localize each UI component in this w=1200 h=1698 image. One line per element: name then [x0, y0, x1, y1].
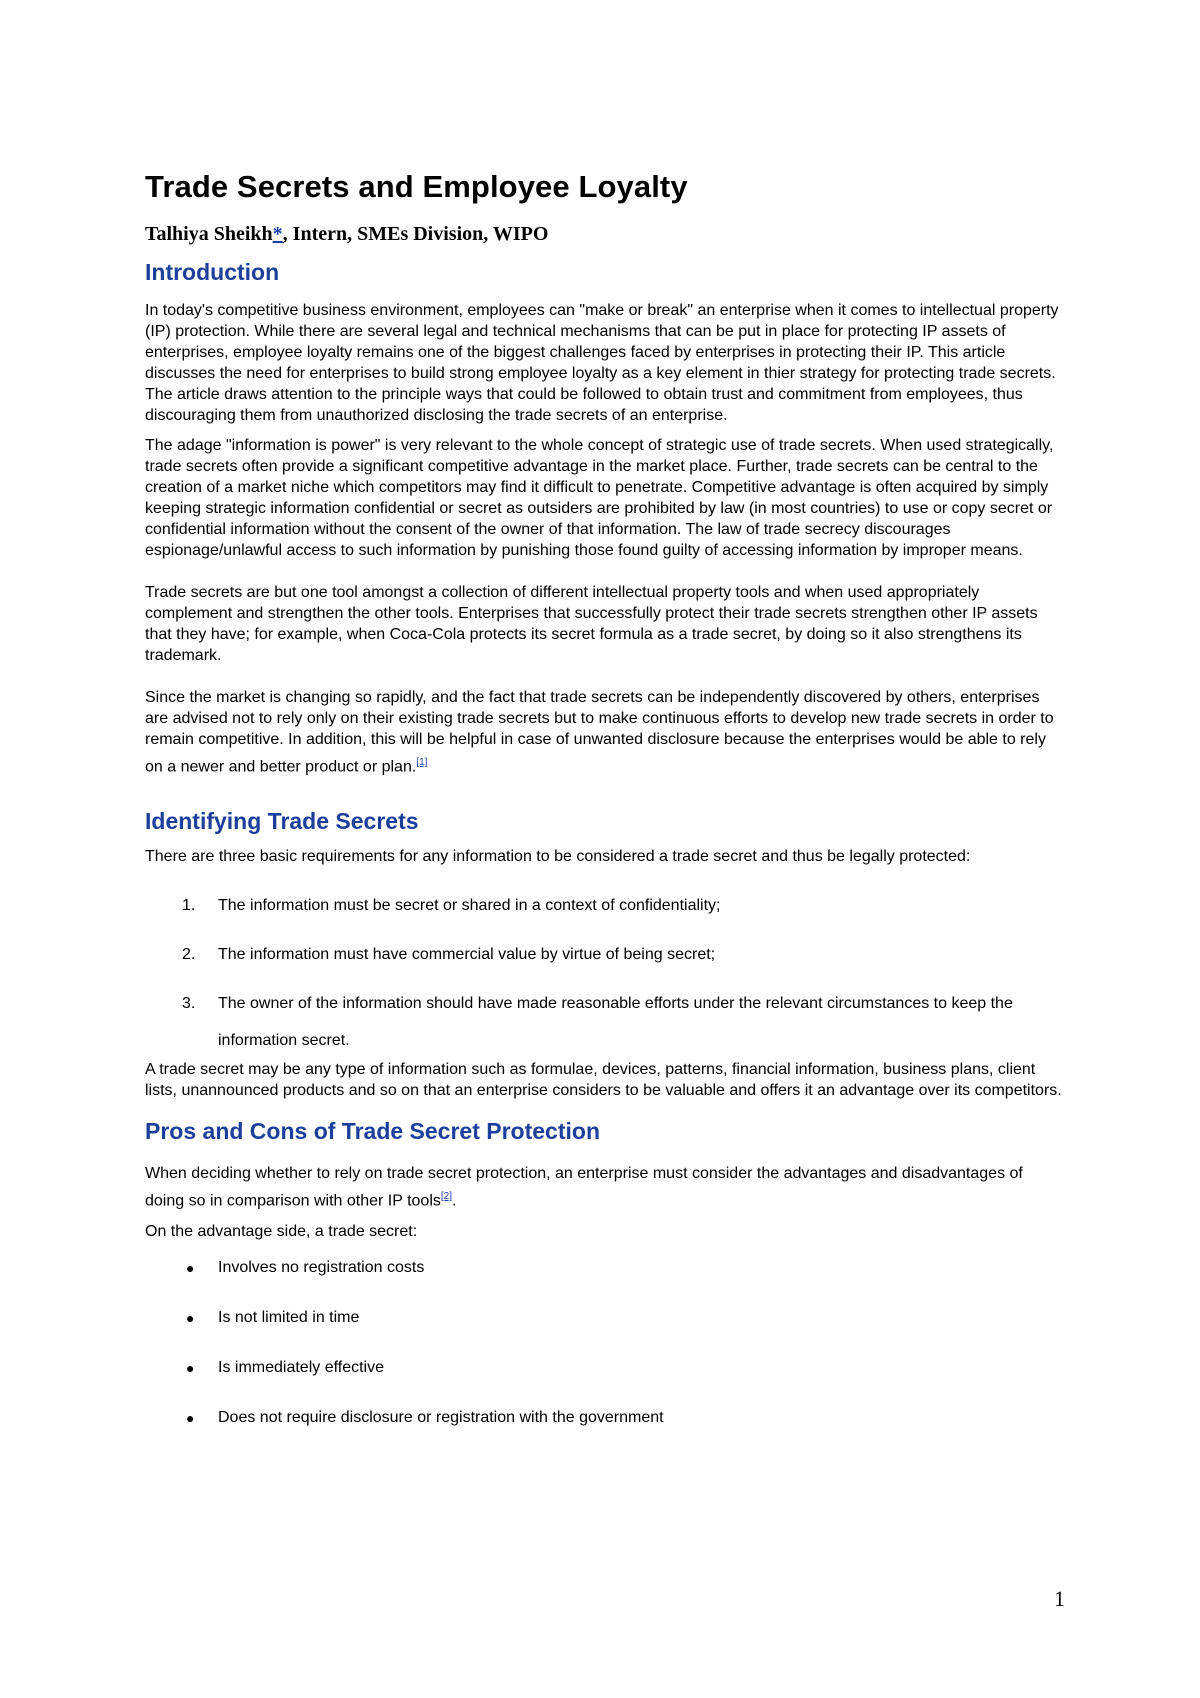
advantages-list: [145, 1256, 1065, 1430]
pros-cons-paragraph-1-text: When deciding whether to rely on trade secret protection, an enterprise must consider the advantages and disadvantages of doing so in comparison with other IP tools: [145, 1165, 1023, 1210]
author-footnote-link[interactable]: *: [272, 223, 283, 245]
heading-pros-and-cons: Pros and Cons of Trade Secret Protection: [145, 1118, 600, 1145]
list-item: [145, 985, 1065, 1059]
pros-cons-paragraph-2: On the advantage side, a trade secret:: [145, 1222, 418, 1240]
list-item-text: The information must be secret or shared in a context of confidentiality;: [218, 897, 721, 915]
heading-introduction: Introduction: [145, 259, 280, 285]
footnote-link-2[interactable]: [2]: [440, 1191, 452, 1203]
pros-cons-paragraph-1-end: .: [452, 1192, 457, 1210]
identifying-paragraph-after: A trade secret may be any type of information such as formulae, devices, patterns, financial information, business plans, client lists, unannounced products and so on that an enterprise considers to be valuable and offers it an advantage over its competitors.: [145, 1061, 1062, 1100]
intro-paragraph-4-text: Since the market is changing so rapidly, and the fact that trade secrets can be independently discovered by others, enterprises are advised not to rely only on their existing trade secrets but to make continuous efforts to develop new trade secrets in order to remain competitive. In addition, this will be helpful in case of unwanted disclosure because the enterprises would be able to rely on a newer and better product or plan.: [145, 689, 1054, 776]
pros-cons-paragraph-1: [145, 1163, 1065, 1211]
page-content: [145, 168, 1065, 1456]
bullet-icon: ●: [186, 1409, 195, 1426]
list-item: [145, 1306, 1065, 1330]
list-item-text: The information must have commercial value by virtue of being secret;: [218, 946, 716, 964]
list-item-text: Is immediately effective: [218, 1358, 384, 1376]
list-number: 1.: [182, 897, 196, 915]
requirements-list: [145, 887, 1065, 1059]
intro-paragraph-3: Trade secrets are but one tool amongst a collection of different intellectual property tools and when used appropriately complement and strengthen the other tools. Enterprises that successfully protect their trade secrets strengthen other IP assets that they have; for example, when Coca-Cola protects its secret formula as a trade secret, by doing so it also strengthens its trademark.: [145, 584, 1038, 664]
list-number: 2.: [182, 946, 196, 964]
list-item: [145, 1356, 1065, 1380]
author-name: Talhiya Sheikh: [145, 223, 273, 245]
list-item: [145, 887, 1065, 924]
author-affiliation: , Intern, SMEs Division, WIPO: [282, 223, 549, 245]
intro-paragraph-2: The adage "information is power" is very relevant to the whole concept of strategic use of trade secrets. When used strategically, trade secrets often provide a significant competitive advantage in the market place. Further, trade secrets can be central to the creation of a market niche which competitors may find it difficult to penetrate. Competitive advantage is often acquired by simply keeping strategic information confidential or secret as outsiders are prohibited by law (in most countries) to use or copy secret or confidential information without the consent of the owner of that information. The law of trade secrecy discourages espionage/unlawful access to such information by punishing those found guilty of accessing information by improper means.: [145, 437, 1054, 559]
bullet-icon: ●: [186, 1259, 195, 1276]
footnote-link-1[interactable]: [1]: [416, 757, 428, 768]
identifying-intro: There are three basic requirements for any information to be considered a trade secret and thus be legally protected:: [145, 848, 971, 866]
bullet-icon: ●: [186, 1309, 195, 1326]
list-item: [145, 936, 1065, 973]
author-byline: [145, 222, 1065, 246]
heading-identifying-trade-secrets: Identifying Trade Secrets: [145, 808, 419, 835]
list-item-text: The owner of the information should have made reasonable efforts under the relevant circumstances to keep the information secret.: [218, 995, 1013, 1050]
list-number: 3.: [182, 995, 196, 1013]
list-item-text: Involves no registration costs: [218, 1258, 425, 1276]
intro-paragraph-1: In today's competitive business environment, employees can "make or break" an enterprise when it comes to intellectual property (IP) protection. While there are several legal and technical mechanisms that can be put in place for protecting IP assets of enterprises, employee loyalty remains one of the biggest challenges faced by enterprises in protecting their IP. This article discusses the need for enterprises to build strong employee loyalty as a key element in thier strategy for protecting trade secrets. The article draws attention to the principle ways that could be followed to obtain trust and commitment from employees, thus discouraging them from unauthorized disclosing the trade secrets of an enterprise.: [145, 302, 1059, 424]
bullet-icon: ●: [186, 1359, 195, 1376]
list-item-text: Is not limited in time: [218, 1308, 360, 1326]
list-item: [145, 1256, 1065, 1280]
intro-paragraph-4: [145, 687, 1065, 777]
document-title: Trade Secrets and Employee Loyalty: [145, 169, 688, 204]
list-item: [145, 1406, 1065, 1430]
page-number: 1: [1054, 1586, 1065, 1611]
list-item-text: Does not require disclosure or registration with the government: [218, 1408, 664, 1426]
